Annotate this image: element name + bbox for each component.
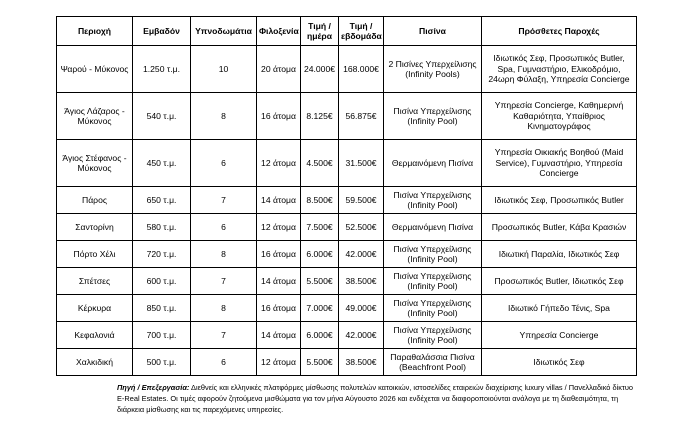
table-row [57, 322, 637, 349]
cell-amenities: Ιδιωτικός Σεφ [482, 349, 637, 376]
source-label: Πηγή / Επεξεργασία: [117, 383, 190, 392]
cell-price-week: 38.500€ [339, 349, 384, 376]
cell-guests: 14 άτομα [257, 268, 301, 295]
cell-amenities: Ιδιωτική Παραλία, Ιδιωτικός Σεφ [482, 241, 637, 268]
table-row [57, 187, 637, 214]
cell-price-day: 7.000€ [301, 295, 339, 322]
cell-region: Άγιος Στέφανος - Μύκονος [57, 140, 133, 187]
cell-guests: 16 άτομα [257, 93, 301, 140]
cell-area: 540 τ.μ. [133, 93, 191, 140]
cell-price-day: 24.000€ [301, 46, 339, 93]
cell-pool: Πισίνα Υπερχείλισης (Infinity Pool) [384, 295, 482, 322]
cell-price-week: 59.500€ [339, 187, 384, 214]
cell-price-week: 56.875€ [339, 93, 384, 140]
cell-amenities: Υπηρεσία Concierge, Καθημερινή Καθαριότητα, Υπαίθριος Κινηματογράφος [482, 93, 637, 140]
cell-region: Ψαρού - Μύκονος [57, 46, 133, 93]
cell-area: 720 τ.μ. [133, 241, 191, 268]
table-row [57, 295, 637, 322]
cell-price-week: 42.000€ [339, 322, 384, 349]
table-row [57, 349, 637, 376]
cell-guests: 16 άτομα [257, 241, 301, 268]
cell-area: 1.250 τ.μ. [133, 46, 191, 93]
cell-region: Σπέτσες [57, 268, 133, 295]
source-note [117, 382, 637, 415]
cell-price-day: 5.500€ [301, 268, 339, 295]
cell-area: 450 τ.μ. [133, 140, 191, 187]
cell-pool: Θερμαινόμενη Πισίνα [384, 140, 482, 187]
cell-guests: 16 άτομα [257, 295, 301, 322]
table-row [57, 140, 637, 187]
cell-bedrooms: 8 [191, 93, 257, 140]
cell-pool: Πισίνα Υπερχείλισης (Infinity Pool) [384, 187, 482, 214]
cell-price-day: 4.500€ [301, 140, 339, 187]
cell-area: 580 τ.μ. [133, 214, 191, 241]
cell-bedrooms: 8 [191, 241, 257, 268]
cell-region: Πάρος [57, 187, 133, 214]
cell-amenities: Προσωπικός Butler, Ιδιωτικός Σεφ [482, 268, 637, 295]
cell-price-day: 7.500€ [301, 214, 339, 241]
header-amenities: Πρόσθετες Παροχές [482, 17, 637, 46]
cell-bedrooms: 6 [191, 140, 257, 187]
cell-guests: 20 άτομα [257, 46, 301, 93]
cell-region: Κεφαλονιά [57, 322, 133, 349]
header-guests: Φιλοξενία [257, 17, 301, 46]
table-row [57, 93, 637, 140]
source-text: Διεθνείς και ελληνικές πλατφόρμες μίσθωσης πολυτελών κατοικιών, ιστοσελίδες εταιρειών διαχείρισης luxury villas / Πανελλαδικό δίκτυο E-Real Estates. Οι τιμές αφορούν ζητούμενα μισθώματα για τον μήνα Αύγουστο 2026 και ενδέχεται να διαφοροποιούνται ανάλογα με τη διαθεσιμότητα, τη διάρκεια μίσθωσης και τις παρεχόμενες υπηρεσίες. [117, 383, 633, 414]
cell-price-day: 8.125€ [301, 93, 339, 140]
cell-pool: 2 Πισίνες Υπερχείλισης (Infinity Pools) [384, 46, 482, 93]
cell-bedrooms: 7 [191, 322, 257, 349]
cell-price-day: 5.500€ [301, 349, 339, 376]
cell-pool: Πισίνα Υπερχείλισης (Infinity Pool) [384, 322, 482, 349]
cell-price-day: 6.000€ [301, 241, 339, 268]
villa-rental-table-container [56, 16, 636, 376]
cell-amenities: Υπηρεσία Concierge [482, 322, 637, 349]
cell-pool: Πισίνα Υπερχείλισης (Infinity Pool) [384, 268, 482, 295]
cell-region: Χαλκιδική [57, 349, 133, 376]
header-price-day: Τιμή / ημέρα [301, 17, 339, 46]
cell-region: Κέρκυρα [57, 295, 133, 322]
cell-amenities: Ιδιωτικός Σεφ, Προσωπικός Butler, Spa, Γυμναστήριο, Ελικοδρόμιο, 24ωρη Φύλαξη, Υπηρεσία Concierge [482, 46, 637, 93]
cell-price-week: 42.000€ [339, 241, 384, 268]
cell-price-week: 168.000€ [339, 46, 384, 93]
cell-guests: 12 άτομα [257, 214, 301, 241]
header-pool: Πισίνα [384, 17, 482, 46]
cell-amenities: Υπηρεσία Οικιακής Βοηθού (Maid Service), Γυμναστήριο, Υπηρεσία Concierge [482, 140, 637, 187]
table-row [57, 241, 637, 268]
cell-bedrooms: 6 [191, 349, 257, 376]
cell-region: Άγιος Λάζαρος - Μύκονος [57, 93, 133, 140]
cell-guests: 14 άτομα [257, 187, 301, 214]
cell-price-week: 52.500€ [339, 214, 384, 241]
cell-area: 650 τ.μ. [133, 187, 191, 214]
cell-area: 850 τ.μ. [133, 295, 191, 322]
table-row [57, 268, 637, 295]
cell-area: 500 τ.μ. [133, 349, 191, 376]
cell-price-week: 38.500€ [339, 268, 384, 295]
cell-region: Σαντορίνη [57, 214, 133, 241]
cell-amenities: Προσωπικός Butler, Κάβα Κρασιών [482, 214, 637, 241]
header-price-week: Τιμή / εβδομάδα [339, 17, 384, 46]
header-region: Περιοχή [57, 17, 133, 46]
cell-pool: Πισίνα Υπερχείλισης (Infinity Pool) [384, 241, 482, 268]
cell-bedrooms: 8 [191, 295, 257, 322]
cell-region: Πόρτο Χέλι [57, 241, 133, 268]
cell-price-day: 8.500€ [301, 187, 339, 214]
cell-bedrooms: 10 [191, 46, 257, 93]
table-row [57, 214, 637, 241]
cell-amenities: Ιδιωτικό Γήπεδο Τένις, Spa [482, 295, 637, 322]
cell-pool: Παραθαλάσσια Πισίνα (Beachfront Pool) [384, 349, 482, 376]
header-bedrooms: Υπνοδωμάτια [191, 17, 257, 46]
cell-price-week: 49.000€ [339, 295, 384, 322]
cell-area: 600 τ.μ. [133, 268, 191, 295]
cell-guests: 12 άτομα [257, 140, 301, 187]
cell-amenities: Ιδιωτικός Σεφ, Προσωπικός Butler [482, 187, 637, 214]
cell-guests: 14 άτομα [257, 322, 301, 349]
cell-price-week: 31.500€ [339, 140, 384, 187]
header-row [57, 17, 637, 46]
table-row [57, 46, 637, 93]
cell-area: 700 τ.μ. [133, 322, 191, 349]
cell-bedrooms: 7 [191, 268, 257, 295]
villa-rental-table [56, 16, 637, 376]
cell-bedrooms: 7 [191, 187, 257, 214]
cell-guests: 12 άτομα [257, 349, 301, 376]
cell-bedrooms: 6 [191, 214, 257, 241]
header-area: Εμβαδόν [133, 17, 191, 46]
cell-pool: Θερμαινόμενη Πισίνα [384, 214, 482, 241]
cell-price-day: 6.000€ [301, 322, 339, 349]
cell-pool: Πισίνα Υπερχείλισης (Infinity Pool) [384, 93, 482, 140]
